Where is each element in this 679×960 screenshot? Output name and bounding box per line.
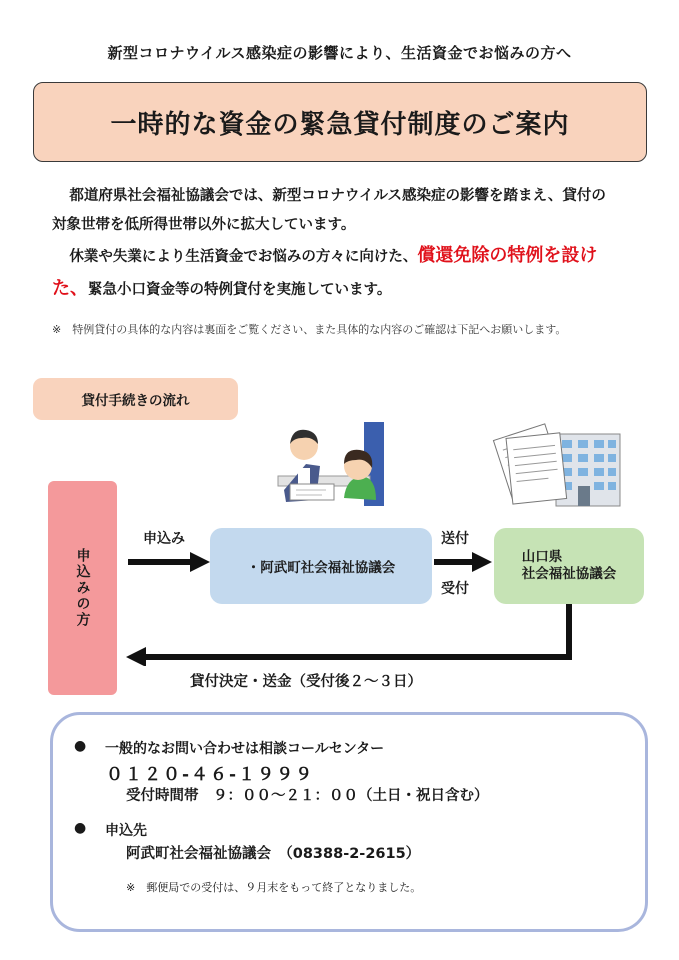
send-arrow-icon (434, 552, 492, 572)
page-subtitle: 新型コロナウイルス感染症の影響により、生活資金でお悩みの方へ (107, 44, 572, 62)
intro-p2-highlight: 償還免除の特例を設けた、 (52, 245, 598, 299)
apply-destination: 阿武町社会福祉協議会 （08388-2-2615） (126, 846, 421, 862)
intro-p2-before: 休業や失業により生活資金でお悩みの方々に向けた、 (69, 249, 418, 265)
applicant-label: 申込みの方 (74, 548, 91, 628)
call-center-phone: ０１２０-４６-１９９９ (106, 765, 315, 785)
apply-destination-label: 申込先 (105, 823, 147, 839)
page-title: 一時的な資金の緊急貸付制度のご案内 (110, 109, 570, 140)
decision-label: 貸付決定・送金（受付後２～３日） (190, 674, 422, 690)
call-center-hours: 受付時間帯 ９：００～２１：００（土日・祝日含む） (126, 788, 489, 804)
apply-label: 申込み (143, 531, 185, 547)
decision-return-arrow-icon (126, 604, 576, 666)
apply-bullet: ● (74, 820, 87, 836)
general-bullet: ● (74, 738, 87, 754)
consultation-illustration-icon (272, 420, 392, 512)
documents-illustration-icon (490, 416, 640, 512)
receive-label: 受付 (441, 581, 469, 597)
prefecture-council-line1: 山口県 (521, 549, 563, 565)
intro-paragraph-2 (52, 240, 612, 306)
local-council-box: ・阿武町社会福祉協議会 (210, 528, 432, 604)
prefecture-council-box (494, 528, 644, 604)
general-inquiry-label: 一般的なお問い合わせは相談コールセンター (105, 741, 385, 757)
title-banner (33, 82, 647, 162)
send-label: 送付 (441, 531, 469, 547)
intro-paragraph-1: 都道府県社会福祉協議会では、新型コロナウイルス感染症の影響を踏まえ、貸付の対象世帯を低所得世帯以外に拡大しています。 (52, 188, 606, 233)
apply-arrow-icon (128, 552, 210, 572)
intro-p2-after: 緊急小口資金等の特例貸付を実施しています。 (88, 282, 392, 298)
postal-note: ※ 郵便局での受付は、９月末をもって終了となりました。 (126, 881, 422, 894)
flow-section-label: 貸付手続きの流れ (33, 378, 238, 420)
applicant-box (48, 481, 117, 695)
intro-note: ※ 特例貸付の具体的な内容は裏面をご覧ください、また具体的な内容のご確認は下記へお願いします。 (52, 323, 567, 336)
prefecture-council-line2: 社会福祉協議会 (521, 566, 617, 582)
